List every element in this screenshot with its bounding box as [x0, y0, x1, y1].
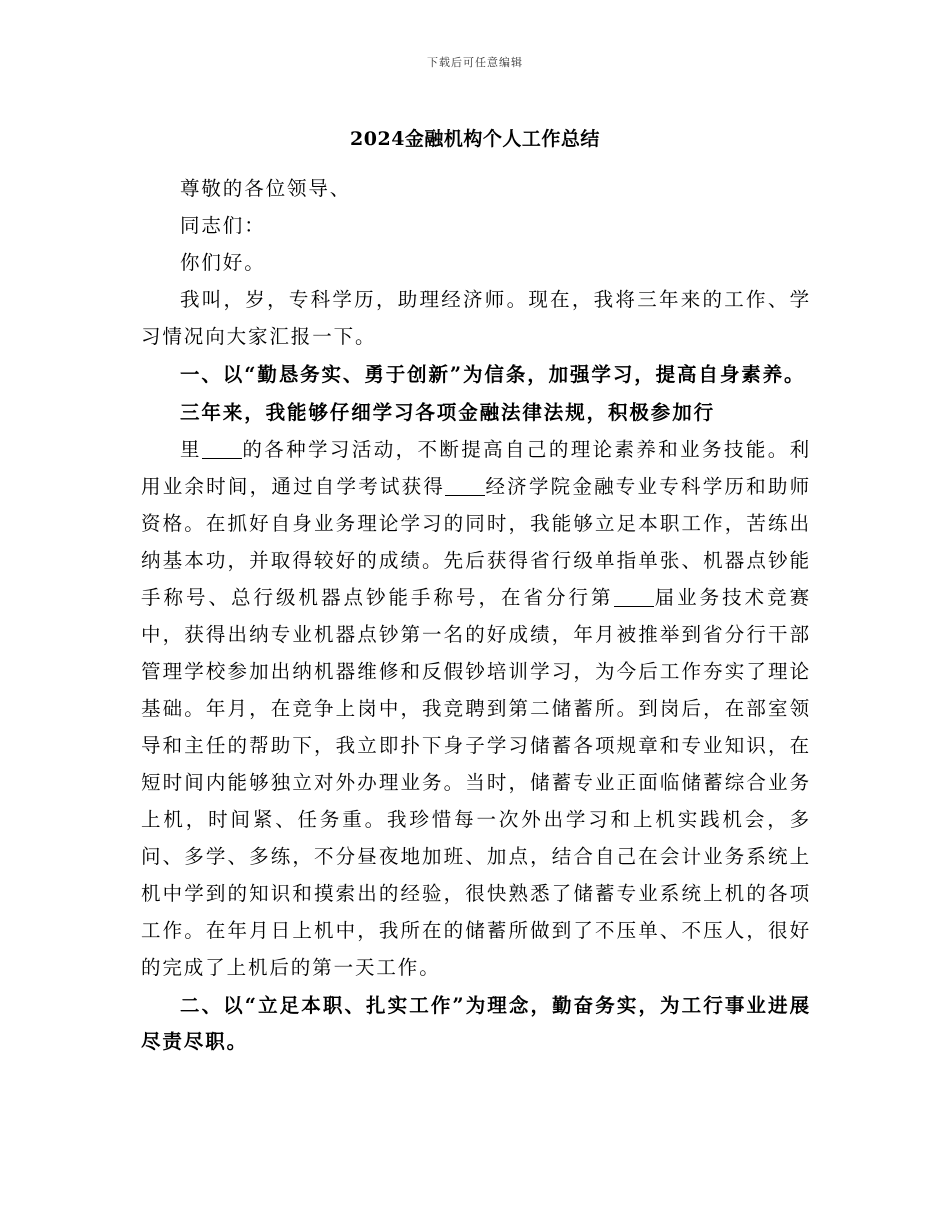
document-title: 2024金融机构个人工作总结 [350, 128, 600, 150]
page-header-note: 下载后可任意编辑 [427, 56, 523, 69]
fill-in-blank [614, 587, 654, 608]
text-run: 经济学院金融专业专科学历和助师资格。在抓好自身业务理论学习的同时，我能够立足本职工作，苦练出纳基本功，并取得较好的成绩。先后获得省行级单指单张、机器点钞能手称号、总行级机器点钞能手称号，在省分行第 [141, 475, 811, 609]
text-run: 里 [180, 438, 202, 461]
section-heading-2: 二、以“立足本职、扎实工作”为理念，勤奋务实，为工行事业进展尽责尽职。 [141, 994, 811, 1053]
text-run: 届业务技术竞赛中，获得出纳专业机器点钞第一名的好成绩，年月被推举到省分行干部管理学校参加出纳机器维修和反假钞培训学习，为今后工作夯实了理论基础。年月，在竞争上岗中，我竞聘到第二储蓄所。到岗后，在部室领导和主任的帮助下，我立即扑下身子学习储蓄各项规章和专业知识，在短时间内能够独立对外办理业务。当时，储蓄专业正面临储蓄综合业务上机，时间紧、任务重。我珍惜每一次外出学习和上机实践机会，多问、多学、多练，不分昼夜地加班、加点，结合自己在会计业务系统上机中学到的知识和摸索出的经验，很快熟悉了储蓄专业系统上机的各项工作。在年月日上机中，我所在的储蓄所做到了不压单、不压人，很好的完成了上机后的第一天工作。 [141, 586, 811, 979]
salutation-line-1: 尊敬的各位领导、 [180, 177, 352, 200]
intro-paragraph: 我叫，岁，专科学历，助理经济师。现在，我将三年来的工作、学习情况向大家汇报一下。 [141, 288, 811, 348]
fill-in-blank [202, 439, 242, 460]
fill-in-blank [445, 476, 485, 497]
section-1-body-paragraph [141, 431, 811, 986]
section-1-lead-sentence: 三年来，我能够仔细学习各项金融法律法规，积极参加行 [180, 401, 716, 424]
greeting: 你们好。 [180, 251, 266, 274]
salutation-line-2: 同志们： [180, 214, 266, 237]
section-heading-1: 一、以“勤恳务实、勇于创新”为信条，加强学习，提高自身素养。 [180, 363, 806, 386]
text-run: 的各种学习活动，不断提高自己的理论素养和业务技能。利用业余时间，通过自学考试获得 [141, 438, 811, 498]
document-body [141, 170, 811, 1060]
